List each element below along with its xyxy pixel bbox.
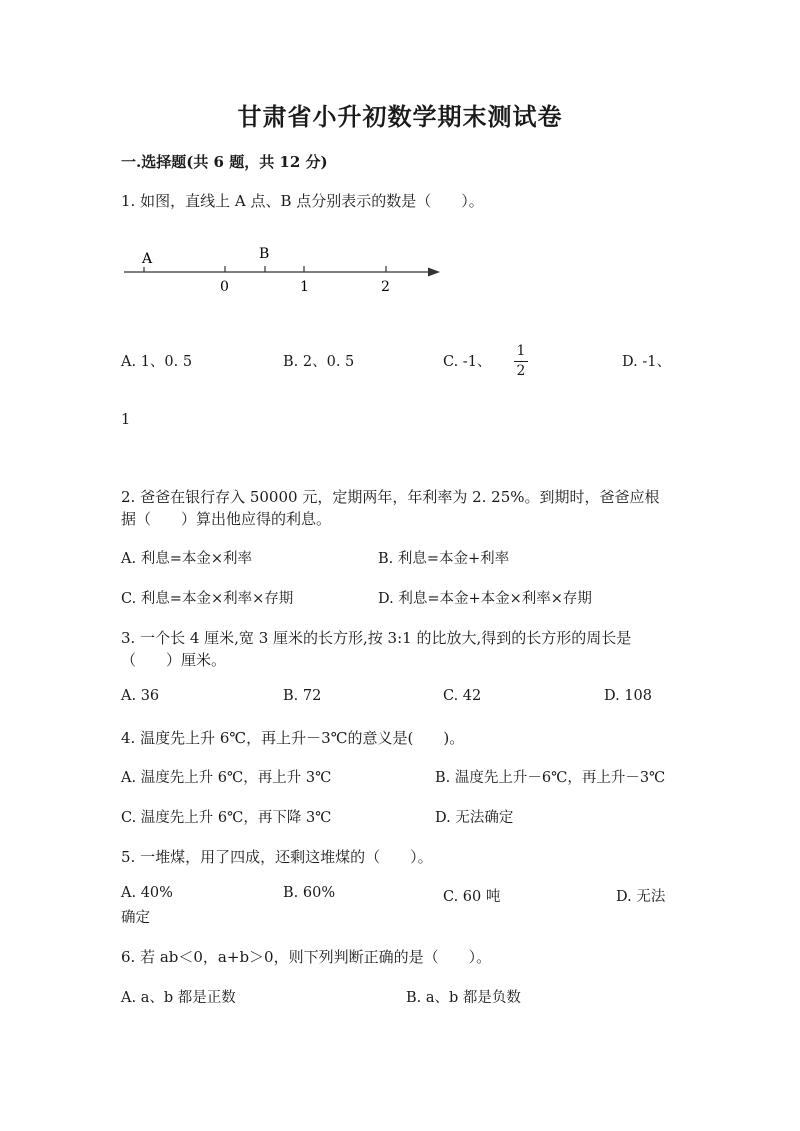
q2-option-c[interactable]: C. 利息=本金×利率×存期: [121, 591, 294, 607]
point-a-label: A: [142, 251, 153, 267]
q4-option-d[interactable]: D. 无法确定: [435, 810, 514, 826]
q3-stem-line1: 3. 一个长 4 厘米,宽 3 厘米的长方形,按 3:1 的比放大,得到的长方形的周长是: [121, 629, 632, 647]
point-b-label: B: [259, 246, 270, 262]
q4-option-a[interactable]: A. 温度先上升 6℃，再上升 3℃: [121, 770, 332, 786]
q4-option-b[interactable]: B. 温度先上升－6℃，再上升－3℃: [435, 770, 666, 786]
q4-option-c[interactable]: C. 温度先上升 6℃，再下降 3℃: [121, 810, 332, 826]
q5-option-b[interactable]: B. 60%: [283, 885, 336, 901]
tick-label-1: 1: [300, 279, 309, 294]
page-title: 甘肃省小升初数学期末测试卷: [237, 102, 563, 131]
fraction-numerator: 1: [516, 343, 526, 359]
q5-stem: 5. 一堆煤，用了四成，还剩这堆煤的（ ）。: [121, 848, 433, 866]
q1-option-d[interactable]: D. -1、: [622, 354, 671, 370]
q2-option-b[interactable]: B. 利息=本金+利率: [378, 551, 510, 567]
q1-option-b[interactable]: B. 2、0. 5: [283, 354, 355, 370]
number-line-figure: [122, 240, 442, 294]
q1-stem: 1. 如图，直线上 A 点、B 点分别表示的数是（ ）。: [121, 192, 484, 210]
q3-option-c[interactable]: C. 42: [443, 688, 482, 704]
q1-option-c-fraction: [513, 344, 529, 379]
q2-option-a[interactable]: A. 利息=本金×利率: [121, 551, 252, 567]
q3-option-b[interactable]: B. 72: [283, 688, 322, 704]
q6-option-a[interactable]: A. a、b 都是正数: [121, 990, 236, 1006]
q3-stem-line2: （ ）厘米。: [121, 651, 227, 669]
q4-stem: 4. 温度先上升 6℃，再上升－3℃的意义是( )。: [121, 729, 465, 747]
q5-option-a[interactable]: A. 40%: [121, 885, 173, 901]
number-line-arrow: [428, 268, 440, 277]
section-heading: 一.选择题(共 6 题，共 12 分): [121, 153, 328, 171]
q3-option-a[interactable]: A. 36: [121, 688, 160, 704]
q5-option-d[interactable]: D. 无法: [616, 889, 666, 905]
q1-option-d-continued: 1: [121, 412, 131, 428]
fraction-bar: [514, 361, 528, 362]
q2-stem-line1: 2. 爸爸在银行存入 50000 元，定期两年，年利率为 2. 25%。到期时，爸爸应根: [121, 488, 660, 506]
q6-option-b[interactable]: B. a、b 都是负数: [406, 990, 521, 1006]
q5-option-c[interactable]: C. 60 吨: [443, 889, 501, 905]
tick-label-0: 0: [220, 279, 229, 294]
q5-option-d-continued: 确定: [121, 910, 150, 926]
tick-label-2: 2: [381, 279, 390, 294]
q1-option-a[interactable]: A. 1、0. 5: [121, 354, 193, 370]
q6-stem: 6. 若 ab＜0，a+b＞0，则下列判断正确的是（ ）。: [121, 948, 492, 966]
q2-stem-line2: 据（ ）算出他应得的利息。: [121, 510, 332, 528]
fraction-denominator: 2: [516, 363, 526, 379]
q2-option-d[interactable]: D. 利息=本金+本金×利率×存期: [378, 591, 592, 607]
q1-option-c[interactable]: C. -1、: [443, 354, 492, 370]
q3-option-d[interactable]: D. 108: [604, 688, 653, 704]
